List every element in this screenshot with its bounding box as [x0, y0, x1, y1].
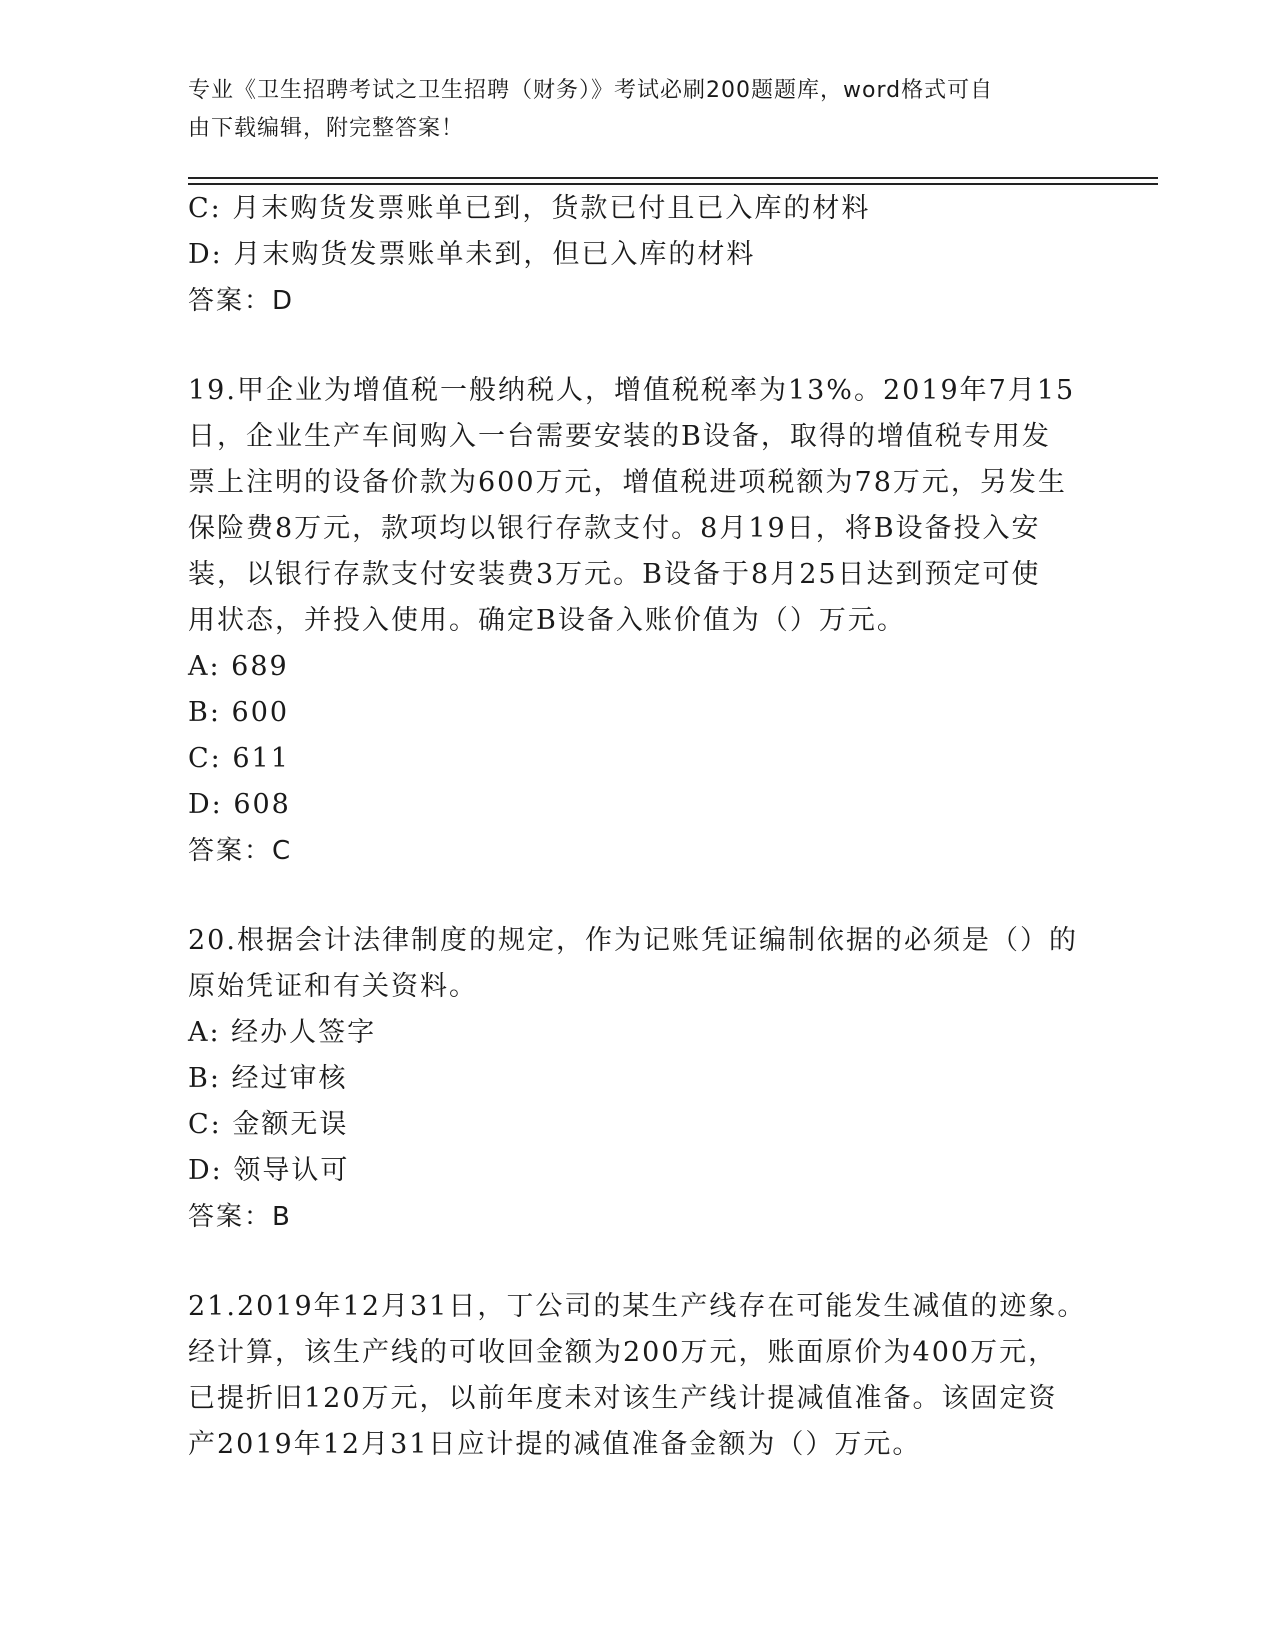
spacer [188, 874, 1088, 918]
option-a: A: 689 [188, 651, 289, 682]
header-line-2: 由下载编辑，附完整答案！ [188, 116, 465, 141]
option-b: B: 经过审核 [188, 1063, 348, 1094]
question-text-line: 保险费8万元，款项均以银行存款支付。8月19日，将B设备投入安 [188, 513, 1041, 544]
option-d: D: 领导认可 [188, 1155, 350, 1186]
answer-line: 答案：C [188, 836, 293, 866]
answer-line: 答案：B [188, 1202, 292, 1232]
spacer [188, 1240, 1088, 1284]
option-c: C: 月末购货发票账单已到，货款已付且已入库的材料 [188, 193, 871, 224]
question-text-line: 已提折旧120万元，以前年度未对该生产线计提减值准备。该固定资 [188, 1383, 1058, 1414]
question-text-line: 装，以银行存款支付安装费3万元。B设备于8月25日达到预定可使 [188, 559, 1041, 590]
question-20 [188, 918, 1088, 1240]
option-a: A: 经办人签字 [188, 1017, 377, 1048]
option-d: D: 月末购货发票账单未到，但已入库的材料 [188, 239, 756, 270]
answer-line: 答案：D [188, 286, 295, 316]
question-text-line: 20.根据会计法律制度的规定，作为记账凭证编制依据的必须是（）的 [188, 925, 1078, 956]
question-21 [188, 1284, 1088, 1468]
option-c: C: 金额无误 [188, 1109, 349, 1140]
document-header [188, 72, 1068, 148]
question-text-line: 原始凭证和有关资料。 [188, 971, 478, 1002]
question-content [188, 186, 1088, 1468]
question-text-line: 票上注明的设备价款为600万元，增值税进项税额为78万元，另发生 [188, 467, 1067, 498]
header-divider-top [188, 177, 1158, 179]
question-text-line: 产2019年12月31日应计提的减值准备金额为（）万元。 [188, 1429, 922, 1460]
question-text-line: 19.甲企业为增值税一般纳税人，增值税税率为13%。2019年7月15 [188, 375, 1076, 406]
question-text-line: 经计算，该生产线的可收回金额为200万元，账面原价为400万元， [188, 1337, 1058, 1368]
option-c: C: 611 [188, 743, 290, 774]
spacer [188, 324, 1088, 368]
header-divider-bottom [188, 183, 1158, 185]
question-text-line: 21.2019年12月31日，丁公司的某生产线存在可能发生减值的迹象。 [188, 1291, 1087, 1322]
option-d: D: 608 [188, 789, 291, 820]
question-text-line: 用状态，并投入使用。确定B设备入账价值为（）万元。 [188, 605, 906, 636]
question-19 [188, 368, 1088, 874]
question-text-line: 日，企业生产车间购入一台需要安装的B设备，取得的增值税专用发 [188, 421, 1051, 452]
option-b: B: 600 [188, 697, 290, 728]
question-18-continued [188, 186, 1088, 324]
header-line-1: 专业《卫生招聘考试之卫生招聘（财务）》考试必刷200题题库，word格式可自 [188, 78, 994, 103]
